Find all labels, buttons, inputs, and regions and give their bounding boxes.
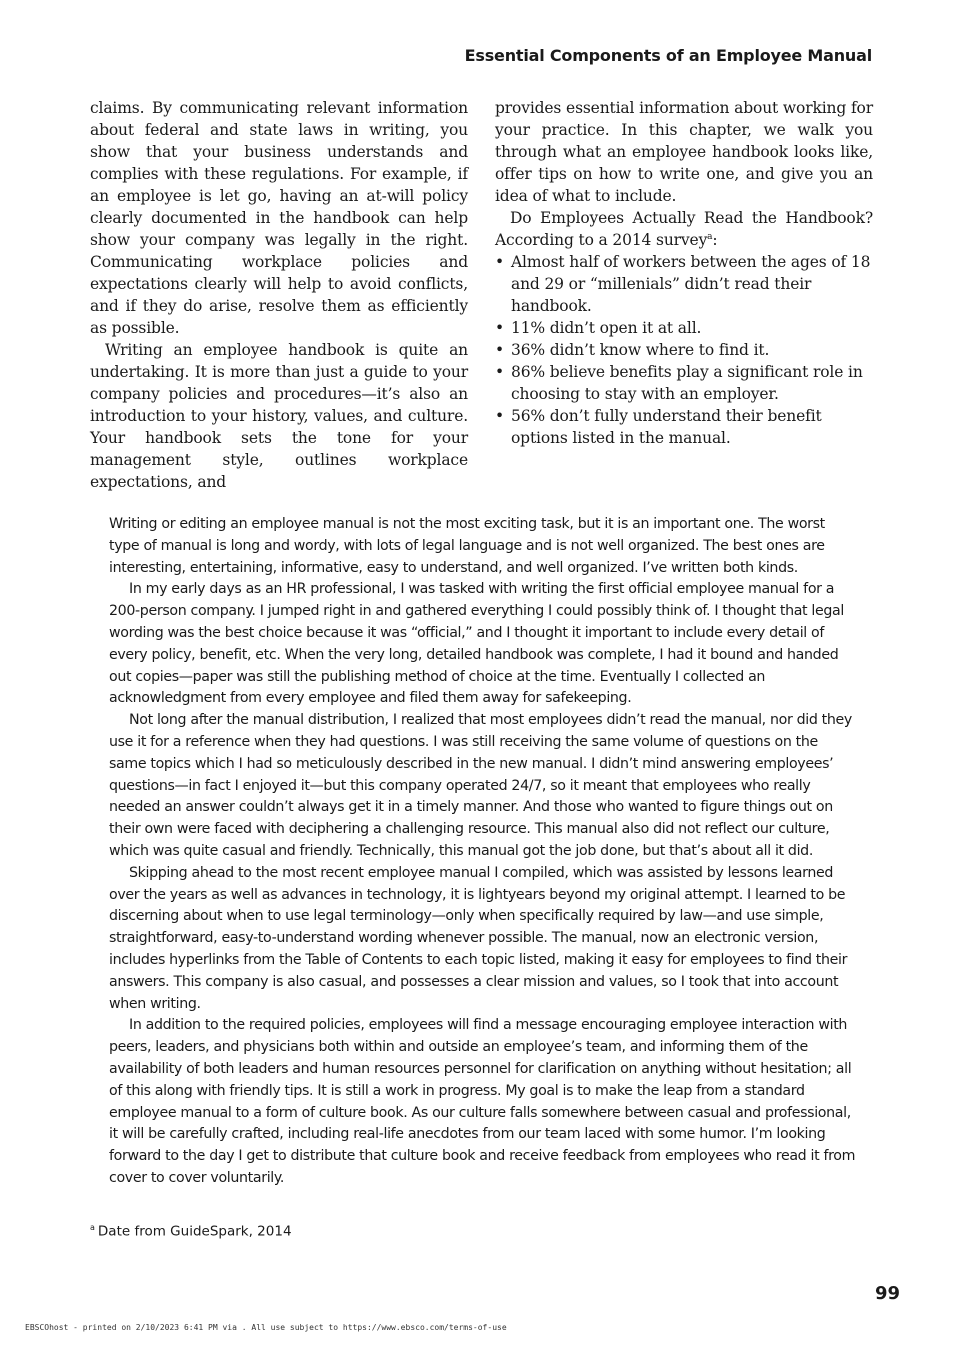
survey-intro	[495, 207, 873, 251]
right-column	[495, 97, 873, 449]
footnote-text: Date from GuideSpark, 2014	[97, 1223, 292, 1240]
footnote-reference: a	[707, 231, 713, 242]
box-paragraph: Skipping ahead to the most recent employee manual I compiled, which was assisted by lessons learned over the years as well as advances in technology, it is lightyears beyond my original attempt. I learned to be discerning about when to use legal terminology—only when specifically required by law—and use simple, straightforward, easy-to-understand wording whenever possible. The manual, now an electronic version, includes hyperlinks from the Table of Contents to each topic listed, making it easy for employees to find their answers. This company is also casual, and possesses a clear mission and values, so I took that into account when writing.	[109, 864, 848, 1012]
left-paragraph-2: Writing an employee handbook is quite an undertaking. It is more than just a guide to your company policies and procedures—it’s also an introduction to your history, values, and culture. Your handbook sets the tone for your management style, outlines workplace expectations, and	[90, 341, 468, 491]
running-header-title: Essential Components of an Employee Manual	[464, 46, 872, 65]
survey-intro-text: Do Employees Actually Read the Handbook? According to a 2014 survey	[495, 209, 873, 249]
left-paragraph-1: claims. By communicating relevant information about federal and state laws in writing, you show that your business understands and complies with these regulations. For example, if an employee is let go, having an at-will policy clearly documented in the handbook can help show your company was legally in the right. Communicating workplace policies and expectations clearly will help to avoid conflicts, and if they do arise, resolve them as efficiently as possible.	[90, 99, 468, 337]
box-paragraph: In my early days as an HR professional, I was tasked with writing the first official employee manual for a 200-person company. I jumped right in and gathered everything I could possibly think of. I thought that legal wording was the best choice because it was “official,” and I thought it important to include every detail of every policy, benefit, etc. When the very long, detailed handbook was complete, I had it bound and handed out copies—paper was still the publishing method of choice at the time. Eventually I collected an acknowledgment from every employee and filed them away for safekeeping.	[109, 581, 844, 707]
footnote	[90, 1223, 292, 1240]
survey-bullet: • Almost half of workers between the ages of 18 and 29 or “millenials” didn’t read their handbook.	[495, 251, 873, 317]
print-attribution-line: EBSCOhost - printed on 2/10/2023 6:41 PM via . All use subject to https://www.ebsco.com/terms-of-use	[25, 1323, 507, 1332]
box-paragraph: Not long after the manual distribution, I realized that most employees didn’t read the manual, nor did they use it for a reference when they had questions. I was still receiving the same volume of questions on the same topics which I had so meticulously described in the new manual. I didn’t mind answering employees’ questions—in fact I enjoyed it—but this company operated 24/7, so it meant that employees who really needed an answer couldn’t always get it in a timely manner. And those who wanted to figure things out on their own were faced with deciphering a challenging resource. This manual also did not reflect our culture, which was quite casual and friendly. Technically, this manual got the job done, but that’s about all it did.	[109, 712, 852, 859]
sidebar-story-box	[109, 514, 859, 1190]
footnote-marker: a	[90, 1223, 95, 1232]
survey-bullet-list	[495, 251, 873, 449]
left-column	[90, 97, 468, 493]
survey-bullet: • 36% didn’t know where to find it.	[495, 339, 873, 361]
survey-bullet: • 56% don’t fully understand their benefit options listed in the manual.	[495, 405, 873, 449]
survey-intro-colon: :	[712, 231, 718, 249]
survey-bullet: • 11% didn’t open it at all.	[495, 317, 873, 339]
right-paragraph-1: provides essential information about working for your practice. In this chapter, we walk you through what an employee handbook looks like, offer tips on how to write one, and give you an idea of what to include.	[495, 99, 873, 205]
box-paragraph: Writing or editing an employee manual is not the most exciting task, but it is an important one. The worst type of manual is long and wordy, with lots of legal language and is not well organized. The best ones are interesting, entertaining, informative, easy to understand, and well organized. I’ve written both kinds.	[109, 516, 825, 576]
survey-bullet: • 86% believe benefits play a significant role in choosing to stay with an employer.	[495, 361, 873, 405]
box-paragraph: In addition to the required policies, employees will find a message encouraging employee interaction with peers, leaders, and physicians both within and outside an employee’s team, and informing them of the availability of both leaders and human resources personnel for clarification on anything without hesitation; all of this along with friendly tips. It is still a work in progress. My goal is to make the leap from a standard employee manual to a form of culture book. As our culture falls somewhere between casual and professional, it will be carefully crafted, including real-life anecdotes from our team laced with some humor. I’m looking forward to the day I get to distribute that culture book and receive feedback from employees who read it from cover to cover voluntarily.	[109, 1017, 856, 1186]
page-number: 99	[874, 1283, 900, 1304]
